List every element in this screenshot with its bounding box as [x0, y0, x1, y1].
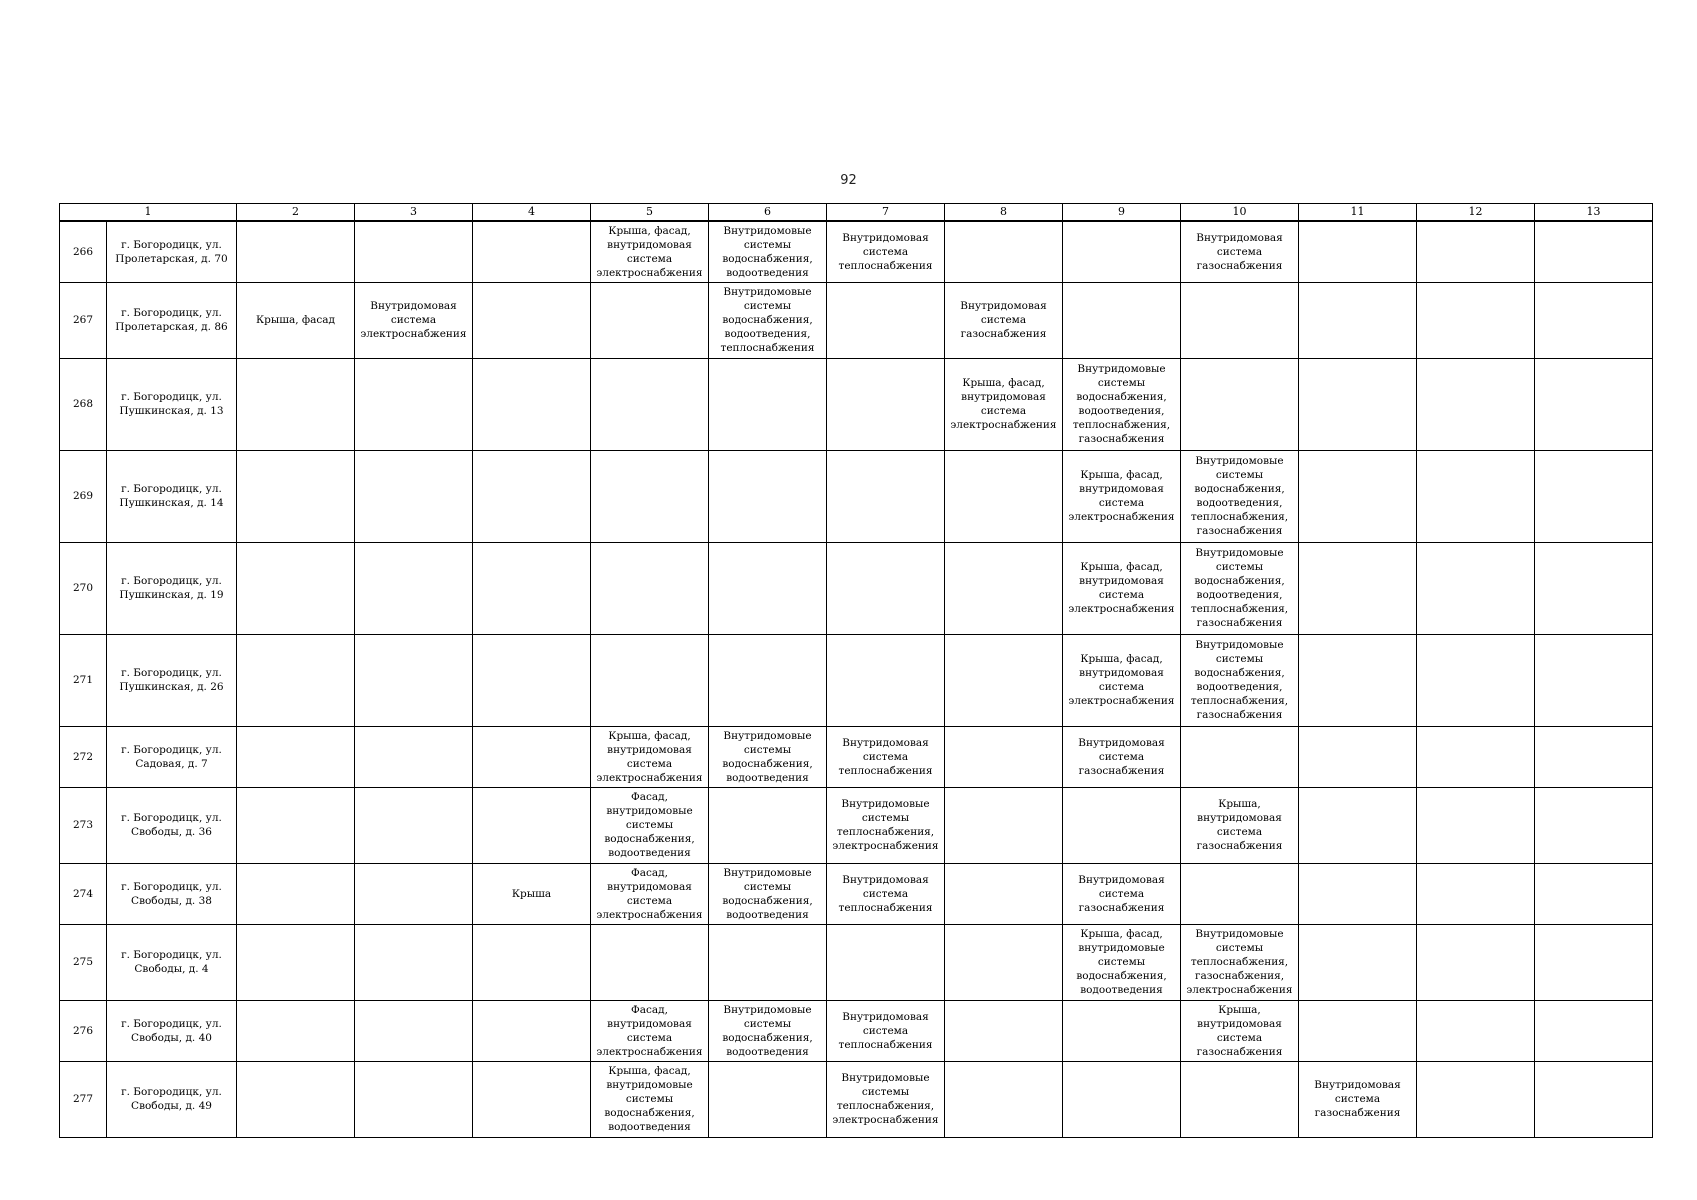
work-cell	[709, 634, 827, 726]
work-cell	[237, 863, 355, 924]
work-cell	[709, 542, 827, 634]
work-cell	[473, 221, 591, 282]
column-number-header: 2	[237, 204, 355, 222]
work-cell	[1299, 787, 1417, 863]
work-cell	[1063, 1061, 1181, 1137]
work-cell	[1535, 924, 1653, 1000]
work-cell	[1417, 358, 1535, 450]
work-cell: Внутридомовая система теплоснабжения	[827, 726, 945, 787]
work-cell	[237, 634, 355, 726]
work-cell	[355, 726, 473, 787]
row-number: 269	[60, 450, 107, 542]
work-cell	[945, 1061, 1063, 1137]
row-number: 267	[60, 282, 107, 358]
column-number-header: 10	[1181, 204, 1299, 222]
work-cell	[945, 924, 1063, 1000]
work-cell: Крыша, фасад, внутридомовая система электроснабжения	[945, 358, 1063, 450]
table-row	[60, 863, 1653, 924]
work-cell	[1181, 863, 1299, 924]
work-cell	[1063, 282, 1181, 358]
work-cell: Внутридомовые системы теплоснабжения, газоснабжения, электроснабжения	[1181, 924, 1299, 1000]
work-cell: Внутридомовые системы водоснабжения, водоотведения	[709, 1000, 827, 1061]
table-row	[60, 726, 1653, 787]
address-cell: г. Богородицк, ул. Садовая, д. 7	[107, 726, 237, 787]
work-cell	[355, 1061, 473, 1137]
work-cell	[1417, 542, 1535, 634]
work-cell: Внутридомовая система теплоснабжения	[827, 863, 945, 924]
work-cell	[591, 282, 709, 358]
work-cell	[473, 634, 591, 726]
work-cell: Крыша, фасад, внутридомовые системы водоснабжения, водоотведения	[591, 1061, 709, 1137]
column-number-header: 13	[1535, 204, 1653, 222]
work-cell	[709, 450, 827, 542]
work-cell: Крыша, внутридомовая система газоснабжения	[1181, 1000, 1299, 1061]
work-cell	[1063, 1000, 1181, 1061]
work-cell: Внутридомовые системы водоснабжения, водоотведения	[709, 221, 827, 282]
work-cell	[591, 634, 709, 726]
work-cell	[1535, 1061, 1653, 1137]
address-cell: г. Богородицк, ул. Свободы, д. 38	[107, 863, 237, 924]
work-cell	[1417, 221, 1535, 282]
work-cell: Крыша, внутридомовая система газоснабжения	[1181, 787, 1299, 863]
work-cell: Внутридомовые системы водоснабжения, водоотведения, теплоснабжения, газоснабжения	[1181, 450, 1299, 542]
work-cell: Крыша, фасад, внутридомовая система электроснабжения	[591, 221, 709, 282]
column-number-header: 8	[945, 204, 1063, 222]
work-cell: Внутридомовые системы теплоснабжения, электроснабжения	[827, 787, 945, 863]
row-number: 271	[60, 634, 107, 726]
work-cell: Внутридомовые системы водоснабжения, водоотведения	[709, 863, 827, 924]
work-cell	[473, 726, 591, 787]
work-cell	[945, 787, 1063, 863]
work-cell	[473, 1061, 591, 1137]
row-number: 274	[60, 863, 107, 924]
row-number: 277	[60, 1061, 107, 1137]
work-cell: Фасад, внутридомовая система электроснабжения	[591, 863, 709, 924]
work-cell: Внутридомовая система газоснабжения	[1063, 726, 1181, 787]
row-number: 270	[60, 542, 107, 634]
work-cell: Внутридомовые системы водоснабжения, водоотведения, теплоснабжения	[709, 282, 827, 358]
work-cell	[945, 726, 1063, 787]
work-cell	[355, 542, 473, 634]
work-cell	[237, 787, 355, 863]
work-cell	[473, 787, 591, 863]
work-cell	[355, 450, 473, 542]
work-cell	[709, 1061, 827, 1137]
work-cell: Внутридомовая система электроснабжения	[355, 282, 473, 358]
work-cell	[355, 358, 473, 450]
work-cell: Крыша, фасад, внутридомовая система электроснабжения	[1063, 634, 1181, 726]
work-cell	[1417, 282, 1535, 358]
column-number-row	[60, 204, 1653, 222]
work-cell	[1299, 542, 1417, 634]
work-cell	[709, 924, 827, 1000]
row-number: 268	[60, 358, 107, 450]
work-cell	[1417, 1000, 1535, 1061]
address-cell: г. Богородицк, ул. Пушкинская, д. 13	[107, 358, 237, 450]
work-cell	[237, 542, 355, 634]
work-cell	[355, 924, 473, 1000]
work-cell	[1063, 221, 1181, 282]
work-cell	[945, 542, 1063, 634]
work-cell	[1535, 282, 1653, 358]
work-cell	[1535, 221, 1653, 282]
work-cell	[237, 1061, 355, 1137]
column-number-header: 12	[1417, 204, 1535, 222]
column-number-header: 11	[1299, 204, 1417, 222]
table-row	[60, 1000, 1653, 1061]
work-cell	[591, 542, 709, 634]
work-cell: Внутридомовые системы теплоснабжения, электроснабжения	[827, 1061, 945, 1137]
work-cell	[473, 1000, 591, 1061]
table-row	[60, 1061, 1653, 1137]
work-cell	[1535, 787, 1653, 863]
work-cell	[1417, 787, 1535, 863]
work-cell	[945, 634, 1063, 726]
column-number-header: 4	[473, 204, 591, 222]
work-cell	[709, 358, 827, 450]
work-cell: Крыша, фасад, внутридомовая система электроснабжения	[1063, 542, 1181, 634]
table-row	[60, 787, 1653, 863]
work-cell	[1417, 450, 1535, 542]
work-cell	[945, 450, 1063, 542]
work-cell	[1299, 924, 1417, 1000]
work-cell	[1181, 358, 1299, 450]
address-cell: г. Богородицк, ул. Пролетарская, д. 70	[107, 221, 237, 282]
table-row	[60, 450, 1653, 542]
work-cell	[1299, 450, 1417, 542]
work-cell: Крыша, фасад, внутридомовые системы водоснабжения, водоотведения	[1063, 924, 1181, 1000]
address-cell: г. Богородицк, ул. Свободы, д. 4	[107, 924, 237, 1000]
column-number-header: 1	[60, 204, 237, 222]
column-number-header: 6	[709, 204, 827, 222]
work-cell	[237, 1000, 355, 1061]
column-number-header: 3	[355, 204, 473, 222]
row-number: 275	[60, 924, 107, 1000]
work-cell	[1299, 282, 1417, 358]
work-cell	[237, 726, 355, 787]
work-cell	[1417, 1061, 1535, 1137]
work-cell	[1417, 924, 1535, 1000]
address-cell: г. Богородицк, ул. Свободы, д. 36	[107, 787, 237, 863]
work-cell: Внутридомовые системы водоснабжения, водоотведения	[709, 726, 827, 787]
address-cell: г. Богородицк, ул. Пушкинская, д. 26	[107, 634, 237, 726]
work-cell	[945, 221, 1063, 282]
table-row	[60, 221, 1653, 282]
work-cell: Внутридомовые системы водоснабжения, водоотведения, теплоснабжения, газоснабжения	[1181, 542, 1299, 634]
work-cell: Внутридомовая система газоснабжения	[945, 282, 1063, 358]
work-cell: Крыша	[473, 863, 591, 924]
work-cell	[827, 924, 945, 1000]
work-cell	[1535, 450, 1653, 542]
work-cell	[473, 450, 591, 542]
table-row	[60, 924, 1653, 1000]
work-cell	[237, 450, 355, 542]
work-cell: Крыша, фасад, внутридомовая система электроснабжения	[1063, 450, 1181, 542]
address-cell: г. Богородицк, ул. Пушкинская, д. 14	[107, 450, 237, 542]
work-cell	[1535, 1000, 1653, 1061]
work-cell: Внутридомовые системы водоснабжения, водоотведения, теплоснабжения, газоснабжения	[1063, 358, 1181, 450]
work-cell	[591, 358, 709, 450]
work-cell	[1063, 787, 1181, 863]
work-cell	[355, 634, 473, 726]
work-cell	[1181, 726, 1299, 787]
page-number: 92	[840, 173, 857, 188]
work-cell	[1535, 542, 1653, 634]
table-row	[60, 542, 1653, 634]
address-cell: г. Богородицк, ул. Свободы, д. 49	[107, 1061, 237, 1137]
work-cell	[1299, 726, 1417, 787]
address-cell: г. Богородицк, ул. Пушкинская, д. 19	[107, 542, 237, 634]
work-cell	[1417, 634, 1535, 726]
work-cell: Внутридомовая система газоснабжения	[1181, 221, 1299, 282]
work-cell	[1299, 863, 1417, 924]
repair-schedule-table	[59, 203, 1653, 1138]
row-number: 266	[60, 221, 107, 282]
work-cell	[827, 634, 945, 726]
work-cell	[1417, 726, 1535, 787]
work-cell	[1181, 1061, 1299, 1137]
work-cell: Внутридомовая система теплоснабжения	[827, 1000, 945, 1061]
work-cell	[473, 358, 591, 450]
work-cell	[1535, 358, 1653, 450]
work-cell	[473, 924, 591, 1000]
work-cell: Внутридомовая система газоснабжения	[1063, 863, 1181, 924]
work-cell	[1535, 863, 1653, 924]
work-cell: Внутридомовая система газоснабжения	[1299, 1061, 1417, 1137]
work-cell	[1299, 358, 1417, 450]
work-cell	[827, 358, 945, 450]
work-cell: Крыша, фасад, внутридомовая система электроснабжения	[591, 726, 709, 787]
work-cell	[1181, 282, 1299, 358]
work-cell	[591, 450, 709, 542]
table-row	[60, 282, 1653, 358]
work-cell	[1535, 634, 1653, 726]
row-number: 273	[60, 787, 107, 863]
work-cell	[237, 358, 355, 450]
work-cell	[1299, 634, 1417, 726]
table-row	[60, 634, 1653, 726]
work-cell	[945, 1000, 1063, 1061]
work-cell	[355, 787, 473, 863]
work-cell	[355, 863, 473, 924]
work-cell	[473, 542, 591, 634]
work-cell: Крыша, фасад	[237, 282, 355, 358]
work-cell	[1299, 221, 1417, 282]
work-cell	[945, 863, 1063, 924]
work-cell: Внутридомовая система теплоснабжения	[827, 221, 945, 282]
work-cell: Внутридомовые системы водоснабжения, водоотведения, теплоснабжения, газоснабжения	[1181, 634, 1299, 726]
column-number-header: 7	[827, 204, 945, 222]
work-cell	[827, 450, 945, 542]
work-cell	[827, 542, 945, 634]
work-cell	[1299, 1000, 1417, 1061]
work-cell	[709, 787, 827, 863]
work-cell: Фасад, внутридомовая система электроснабжения	[591, 1000, 709, 1061]
table-row	[60, 358, 1653, 450]
address-cell: г. Богородицк, ул. Пролетарская, д. 86	[107, 282, 237, 358]
work-cell	[237, 221, 355, 282]
work-cell	[1417, 863, 1535, 924]
column-number-header: 9	[1063, 204, 1181, 222]
column-number-header: 5	[591, 204, 709, 222]
address-cell: г. Богородицк, ул. Свободы, д. 40	[107, 1000, 237, 1061]
work-cell	[355, 1000, 473, 1061]
work-cell	[827, 282, 945, 358]
work-cell	[237, 924, 355, 1000]
row-number: 276	[60, 1000, 107, 1061]
work-cell	[1535, 726, 1653, 787]
row-number: 272	[60, 726, 107, 787]
work-cell: Фасад, внутридомовые системы водоснабжения, водоотведения	[591, 787, 709, 863]
work-cell	[591, 924, 709, 1000]
work-cell	[473, 282, 591, 358]
work-cell	[355, 221, 473, 282]
